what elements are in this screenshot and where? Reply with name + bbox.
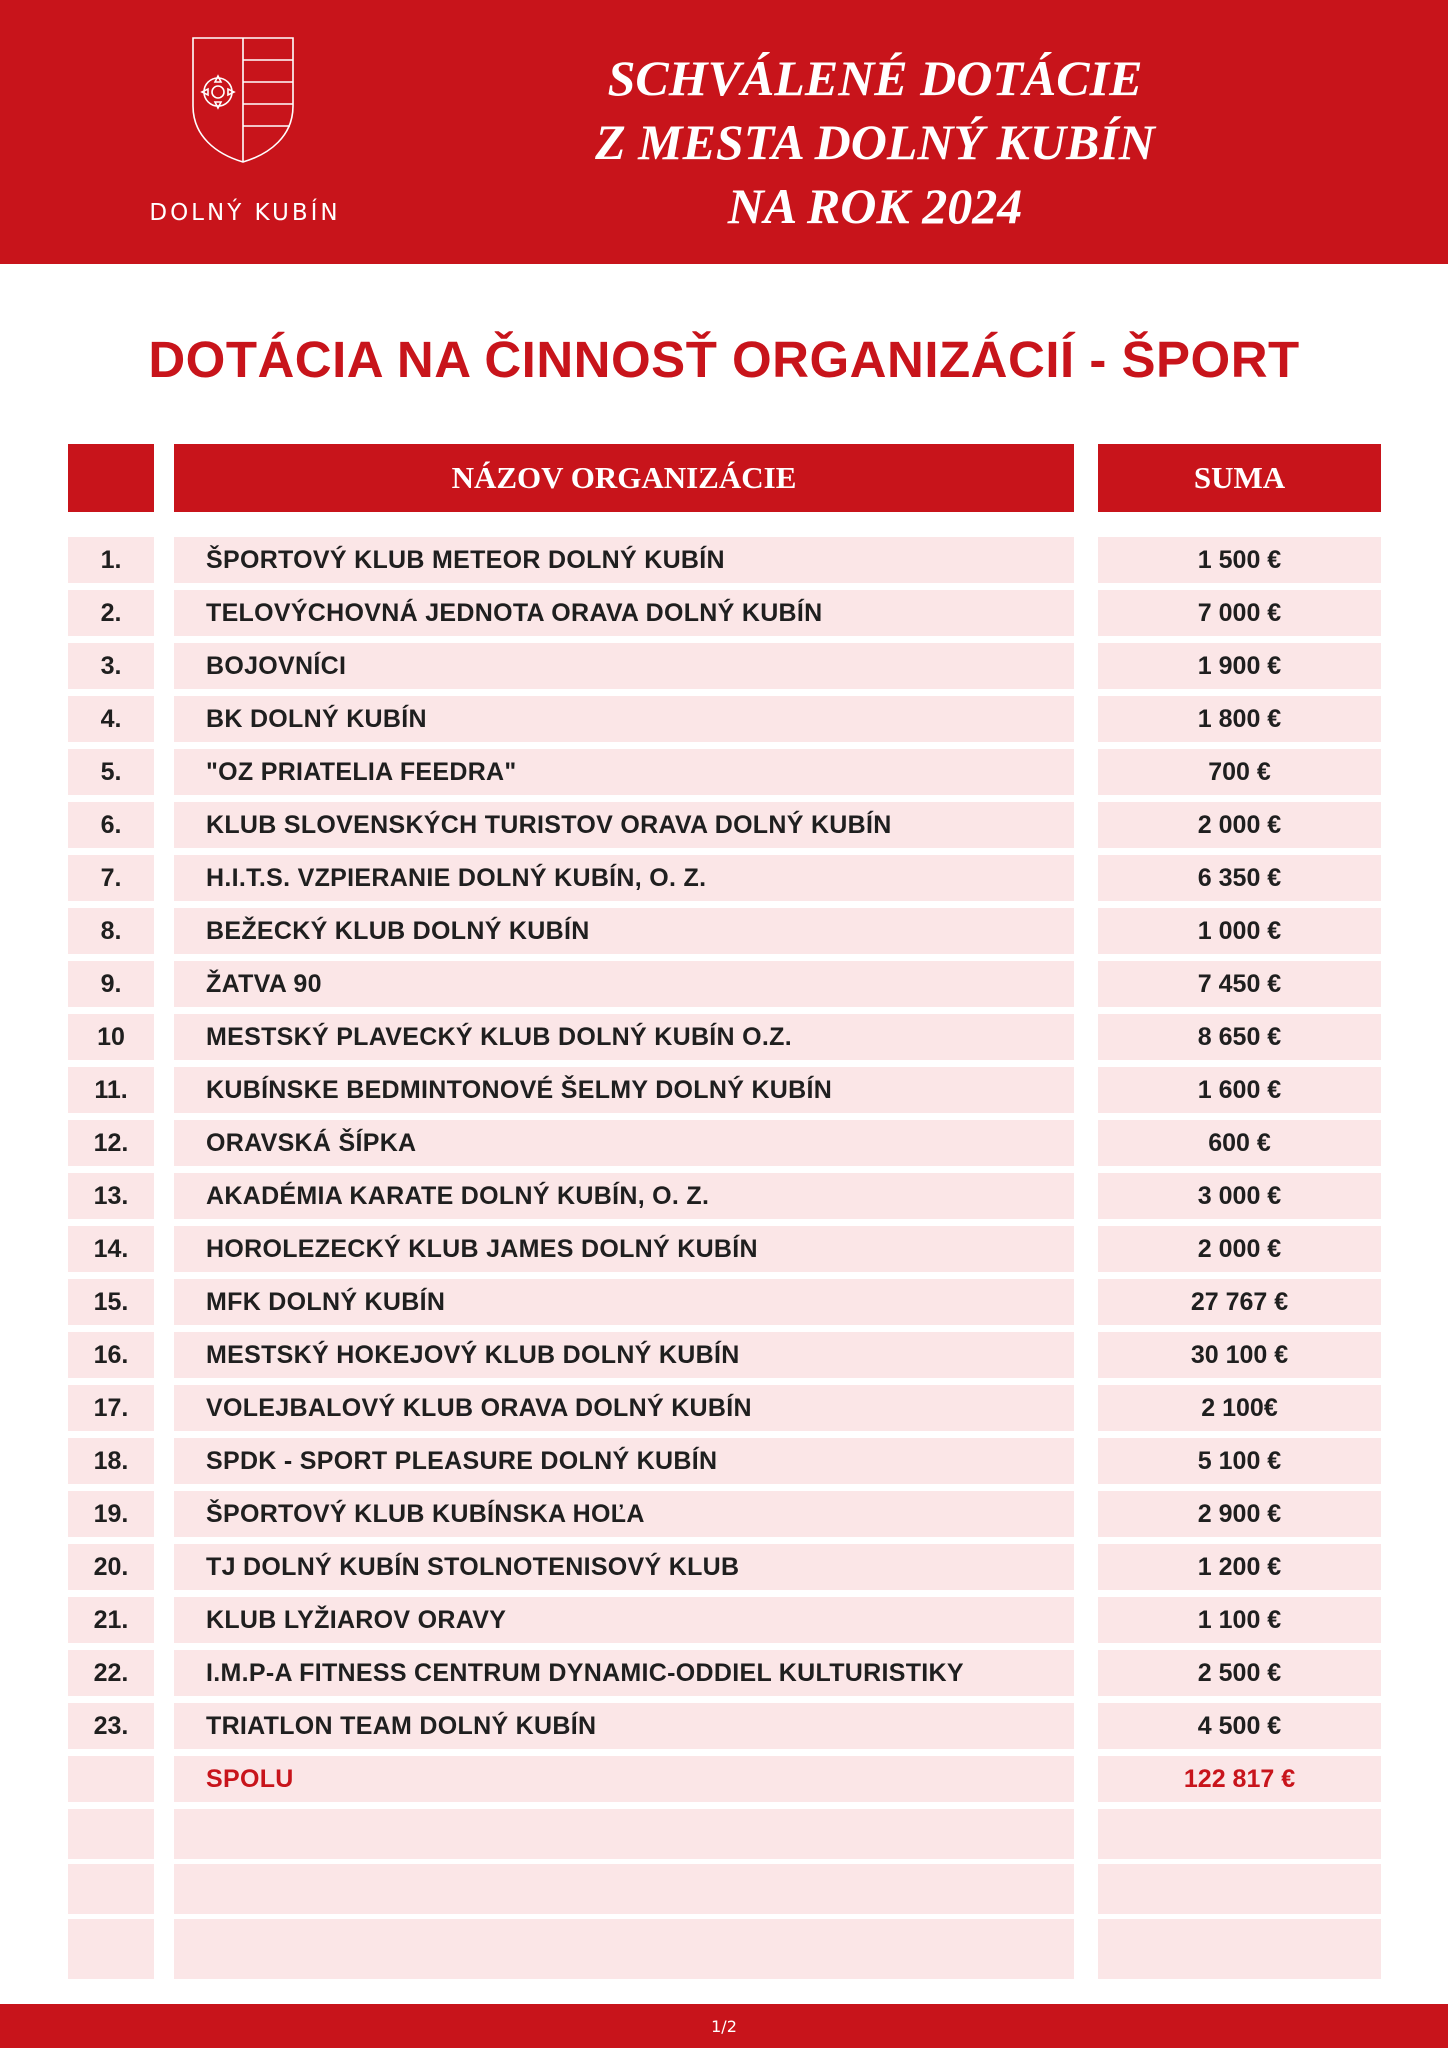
section-title: DOTÁCIA NA ČINNOSŤ ORGANIZÁCIÍ - ŠPORT	[148, 331, 1300, 388]
subsidy-amount: 27 767 €	[1098, 1279, 1381, 1325]
city-crest-icon	[190, 36, 296, 164]
organization-name: ŠPORTOVÝ KLUB KUBÍNSKA HOĽA	[174, 1491, 1074, 1537]
title-line-1: SCHVÁLENÉ DOTÁCIE	[607, 50, 1143, 106]
row-number: 10	[68, 1014, 154, 1060]
subsidy-amount: 30 100 €	[1098, 1332, 1381, 1378]
row-number: 4.	[68, 696, 154, 742]
subsidy-amount: 600 €	[1098, 1120, 1381, 1166]
subsidy-amount: 700 €	[1098, 749, 1381, 795]
footer-bar	[0, 2004, 1448, 2048]
subsidy-amount: 1 000 €	[1098, 908, 1381, 954]
main-title	[560, 46, 1190, 238]
row-number: 20.	[68, 1544, 154, 1590]
title-line-2: Z MESTA DOLNÝ KUBÍN	[595, 114, 1155, 170]
title-line-3: NA ROK 2024	[727, 178, 1023, 234]
subsidy-amount: 4 500 €	[1098, 1703, 1381, 1749]
row-number: 15.	[68, 1279, 154, 1325]
row-number: 21.	[68, 1597, 154, 1643]
empty-row-cell	[1098, 1809, 1381, 1859]
subsidy-amount: 2 000 €	[1098, 1226, 1381, 1272]
subsidy-amount: 2 900 €	[1098, 1491, 1381, 1537]
row-number: 5.	[68, 749, 154, 795]
subsidy-amount: 2 100€	[1098, 1385, 1381, 1431]
empty-row-cell	[68, 1919, 154, 1979]
organization-name: SPDK - SPORT PLEASURE DOLNÝ KUBÍN	[174, 1438, 1074, 1484]
organization-name: VOLEJBALOVÝ KLUB ORAVA DOLNÝ KUBÍN	[174, 1385, 1074, 1431]
row-number: 14.	[68, 1226, 154, 1272]
organization-name: BOJOVNÍCI	[174, 643, 1074, 689]
subsidy-amount: 6 350 €	[1098, 855, 1381, 901]
subsidy-amount: 3 000 €	[1098, 1173, 1381, 1219]
organization-name: ŠPORTOVÝ KLUB METEOR DOLNÝ KUBÍN	[174, 537, 1074, 583]
organization-name: TRIATLON TEAM DOLNÝ KUBÍN	[174, 1703, 1074, 1749]
empty-row-cell	[174, 1919, 1074, 1979]
empty-row-cell	[1098, 1919, 1381, 1979]
total-amount: 122 817 €	[1098, 1756, 1381, 1802]
subsidy-amount: 1 900 €	[1098, 643, 1381, 689]
organization-name: TJ DOLNÝ KUBÍN STOLNOTENISOVÝ KLUB	[174, 1544, 1074, 1590]
subsidy-amount: 1 200 €	[1098, 1544, 1381, 1590]
row-number: 3.	[68, 643, 154, 689]
row-number: 12.	[68, 1120, 154, 1166]
organization-name: TELOVÝCHOVNÁ JEDNOTA ORAVA DOLNÝ KUBÍN	[174, 590, 1074, 636]
row-number: 9.	[68, 961, 154, 1007]
organization-name: I.M.P-A FITNESS CENTRUM DYNAMIC-ODDIEL KULTURISTIKY	[174, 1650, 1074, 1696]
organization-name: MESTSKÝ HOKEJOVÝ KLUB DOLNÝ KUBÍN	[174, 1332, 1074, 1378]
empty-row-cell	[174, 1864, 1074, 1914]
organization-name: ŽATVA 90	[174, 961, 1074, 1007]
row-number: 1.	[68, 537, 154, 583]
subsidy-amount: 7 450 €	[1098, 961, 1381, 1007]
subsidy-amount: 2 500 €	[1098, 1650, 1381, 1696]
row-number: 6.	[68, 802, 154, 848]
organization-name: BEŽECKÝ KLUB DOLNÝ KUBÍN	[174, 908, 1074, 954]
row-number: 2.	[68, 590, 154, 636]
row-number: 16.	[68, 1332, 154, 1378]
organization-name: KLUB LYŽIAROV ORAVY	[174, 1597, 1074, 1643]
organization-name: KLUB SLOVENSKÝCH TURISTOV ORAVA DOLNÝ KUBÍN	[174, 802, 1074, 848]
organization-name: H.I.T.S. VZPIERANIE DOLNÝ KUBÍN, O. Z.	[174, 855, 1074, 901]
subsidy-amount: 1 500 €	[1098, 537, 1381, 583]
column-header-sum: SUMA	[1098, 444, 1381, 512]
total-label: SPOLU	[174, 1756, 1074, 1802]
row-number: 19.	[68, 1491, 154, 1537]
empty-row-cell	[68, 1809, 154, 1859]
organization-name: MFK DOLNÝ KUBÍN	[174, 1279, 1074, 1325]
row-number: 13.	[68, 1173, 154, 1219]
page-number: 1/2	[711, 2016, 737, 2036]
organization-name: "OZ PRIATELIA FEEDRA"	[174, 749, 1074, 795]
column-header-name: NÁZOV ORGANIZÁCIE	[174, 444, 1074, 512]
subsidy-amount: 5 100 €	[1098, 1438, 1381, 1484]
organization-name: ORAVSKÁ ŠÍPKA	[174, 1120, 1074, 1166]
subsidy-amount: 1 100 €	[1098, 1597, 1381, 1643]
empty-row-cell	[1098, 1864, 1381, 1914]
row-number: 8.	[68, 908, 154, 954]
row-number: 18.	[68, 1438, 154, 1484]
organization-name: AKADÉMIA KARATE DOLNÝ KUBÍN, O. Z.	[174, 1173, 1074, 1219]
organization-name: HOROLEZECKÝ KLUB JAMES DOLNÝ KUBÍN	[174, 1226, 1074, 1272]
organization-name: BK DOLNÝ KUBÍN	[174, 696, 1074, 742]
total-row-number	[68, 1756, 154, 1802]
row-number: 23.	[68, 1703, 154, 1749]
empty-row-cell	[174, 1809, 1074, 1859]
city-name: DOLNÝ KUBÍN	[149, 200, 341, 226]
header-banner	[0, 0, 1448, 264]
column-header-number	[68, 444, 154, 512]
row-number: 22.	[68, 1650, 154, 1696]
organization-name: KUBÍNSKE BEDMINTONOVÉ ŠELMY DOLNÝ KUBÍN	[174, 1067, 1074, 1113]
row-number: 7.	[68, 855, 154, 901]
row-number: 11.	[68, 1067, 154, 1113]
empty-row-cell	[68, 1864, 154, 1914]
subsidy-amount: 8 650 €	[1098, 1014, 1381, 1060]
subsidy-amount: 1 600 €	[1098, 1067, 1381, 1113]
subsidy-amount: 2 000 €	[1098, 802, 1381, 848]
organization-name: MESTSKÝ PLAVECKÝ KLUB DOLNÝ KUBÍN O.Z.	[174, 1014, 1074, 1060]
row-number: 17.	[68, 1385, 154, 1431]
subsidy-amount: 7 000 €	[1098, 590, 1381, 636]
subsidy-amount: 1 800 €	[1098, 696, 1381, 742]
